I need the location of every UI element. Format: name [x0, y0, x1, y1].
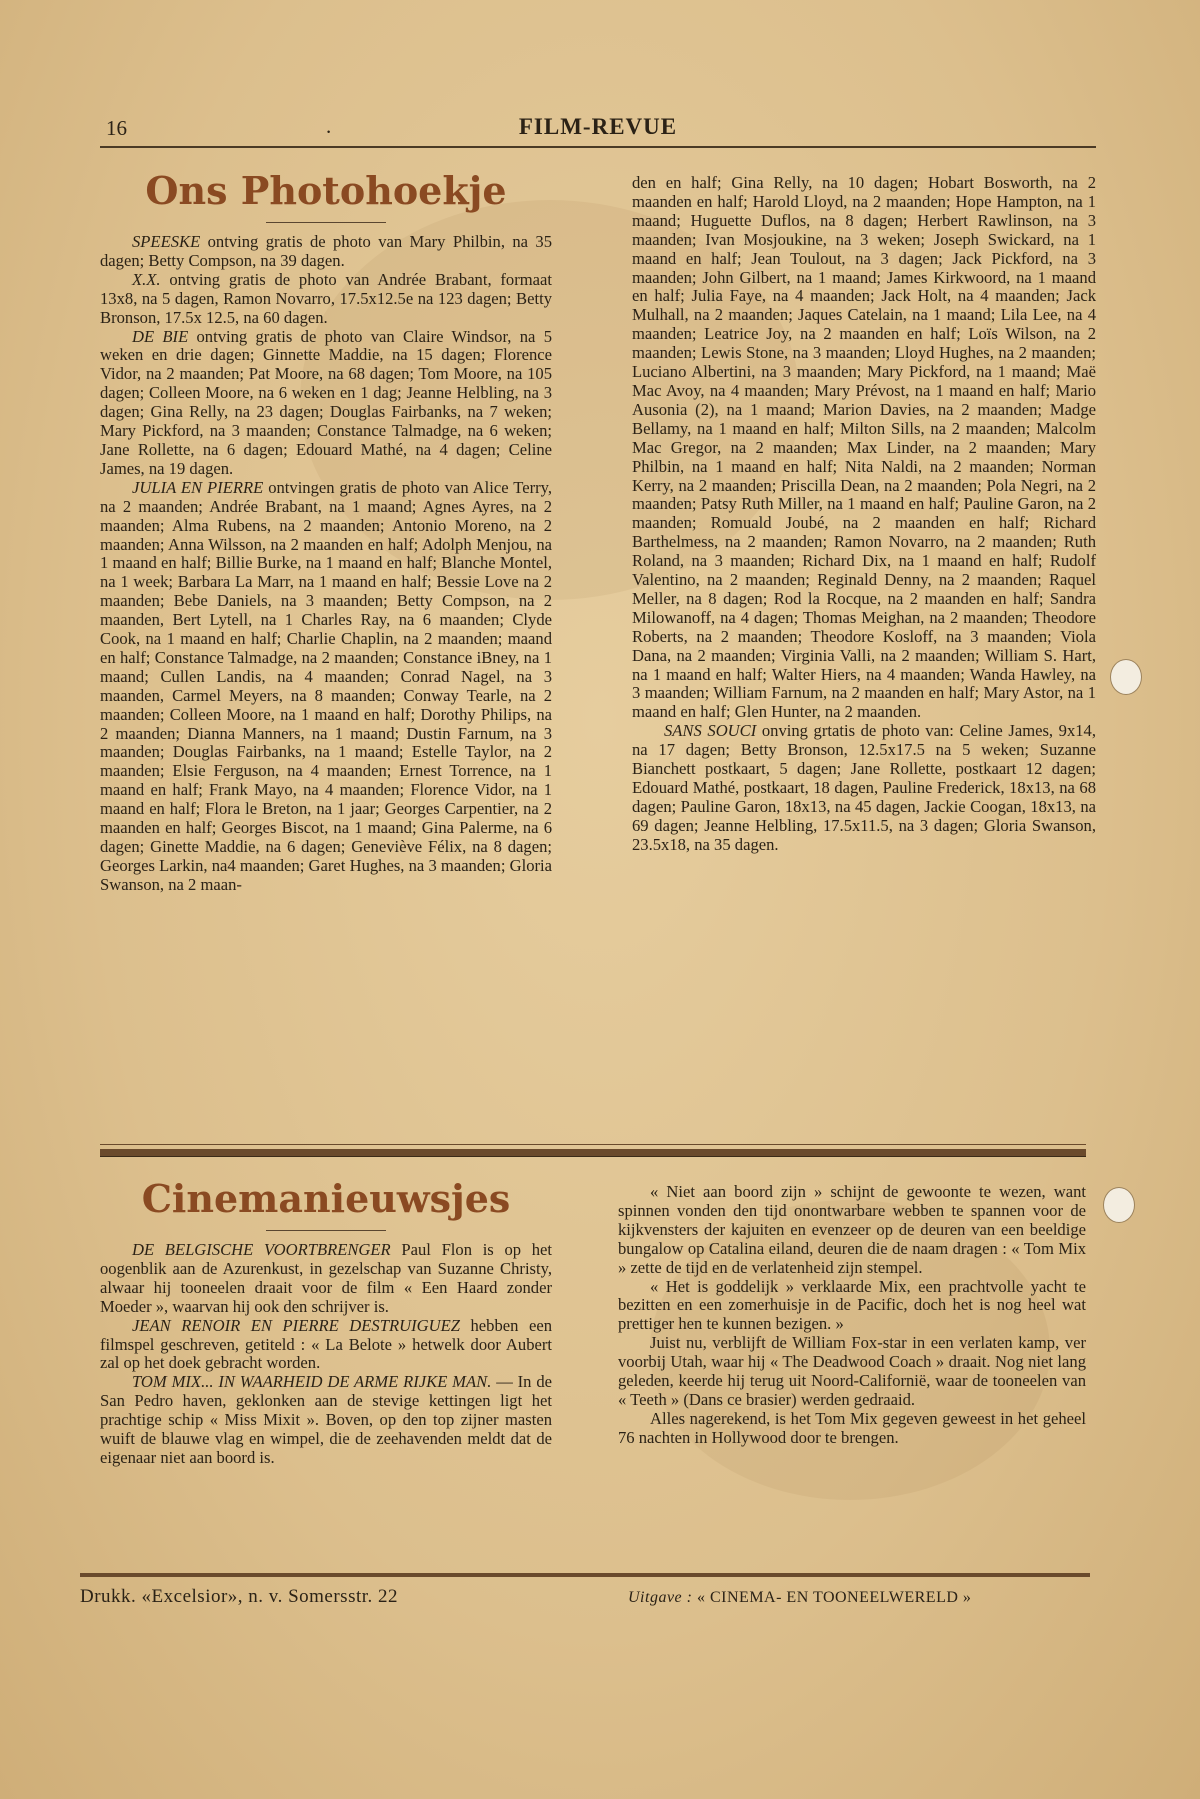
- footer-rule: [80, 1573, 1090, 1577]
- section-title-photohoekje: Ons Photohoekje: [145, 168, 507, 213]
- header-rule: [100, 146, 1096, 148]
- header-dot: .: [326, 114, 332, 138]
- article-paragraph: [618, 1334, 1086, 1410]
- section-title-cinemanieuwsjes: Cinemanieuwsjes: [141, 1176, 511, 1221]
- publisher-name: « CINEMA- EN TOONEELWERELD »: [696, 1589, 972, 1606]
- article-paragraph: [100, 479, 552, 895]
- paragraph-text: hebben een filmspel geschreven, getiteld : « La Belote » hetwelk door Aubert zal op het doek gebracht worden.: [100, 1315, 552, 1373]
- article-paragraph: [100, 1241, 552, 1317]
- paragraph-lead: JULIA EN PIERRE: [132, 477, 264, 497]
- article-paragraph: [100, 328, 552, 479]
- article-paragraph: [100, 271, 552, 328]
- paragraph-list: [100, 1241, 552, 1468]
- paragraph-text: den en half; Gina Relly, na 10 dagen; Hobart Bosworth, na 2 maanden en half; Harold Lloyd, na 2 maanden; Hope Hampton, na 1 maand; Huguette Duflos, na 8 dagen; Herbert Rawlinson, na 3 maanden; Ivan Mosjoukine, na 3 weken; Joseph Swickard, na 1 maand en half; Jean Toulout, na 3 dagen; Jack Pickford, na 3 maanden; John Gilbert, na 1 maand; James Kirkwoord, na 1 maand en half; Julia Faye, na 4 maanden; Jack Holt, na 4 maanden; Jack Mulhall, na 2 maanden; Jaques Catelain, na 1 maand; Lila Lee, na 4 maanden; Leatrice Joy, na 2 maanden en half; Loïs Wilson, na 2 maanden; Lewis Stone, na 3 maanden; Lloyd Hughes, na 2 maanden; Luciano Albertini, na 3 maanden; Mary Pickford, na 1 maand; Maë Mac Avoy, na 4 maanden; Mary Prévost, na 1 maand en half; Mario Ausonia (2), na 1 maand; Marion Davies, na 2 maanden; Madge Bellamy, na 1 maand en half; Milton Sills, na 2 maanden; Malcolm Mac Gregor, na 2 maanden; Max Linder, na 2 maanden; Mary Philbin, na 1 maand en half; Nita Naldi, na 2 maanden; Norman Kerry, na 2 maanden; Priscilla Dean, na 2 maanden; Pola Negri, na 2 maanden; Patsy Ruth Miller, na 1 maand en half; Pauline Garon, na 2 maanden; Romuald Joubé, na 2 maanden en half; Richard Barthelmess, na 2 maanden; Ramon Novarro, na 2 maanden; Ruth Roland, na 3 maanden; Richard Dix, na 1 maand en half; Rudolf Valentino, na 2 maanden; Reginald Denny, na 2 maanden; Raquel Meller, na 8 dagen; Rod la Rocque, na 2 maanden en half; Sandra Milowanoff, na 4 dagen; Thomas Meighan, na 2 maanden; Theodore Roberts, na 2 maanden; Theodore Kosloff, na 3 maanden; Viola Dana, na 2 maanden; Virginia Valli, na 2 maanden; William S. Hart, na 1 maand en half; Walter Hiers, na 4 maanden; Wanda Hawley, na 3 maanden; William Farnum, na 2 maanden en half; Mary Astor, na 1 maand en half; Glen Hunter, na 2 maanden.: [632, 173, 1096, 722]
- paragraph-list: [632, 174, 1096, 855]
- article-paragraph: [618, 1278, 1086, 1335]
- title-rule: [266, 222, 386, 223]
- paragraph-lead: X.X.: [132, 269, 161, 289]
- paragraph-lead: DE BELGISCHE VOORTBRENGER: [132, 1240, 391, 1259]
- paragraph-lead: DE BIE: [132, 326, 189, 346]
- article-paragraph: [632, 174, 1096, 722]
- article-paragraph: [618, 1183, 1086, 1278]
- section-divider: [100, 1149, 1086, 1157]
- title-rule: [266, 1230, 386, 1231]
- paragraph-list: [100, 233, 552, 895]
- paragraph-text: onving grtatis de photo van: Celine James, 9x14, na 17 dagen; Betty Bronson, 12.5x17.5 na 5 weken; Suzanne Bianchett postkaart, 5 dagen; Jane Rollette, postkaart 12 dagen; Edouard Mathé, postkaart, 18 dagen, Pauline Frederick, 18x13, na 68 dagen; Pauline Garon, 18x13, na 45 dagen, Jackie Coogan, 18x13, na 69 dagen; Jeanne Helbling, 17.5x11.5, na 3 dagen; Gloria Swanson, 23.5x18, na 35 dagen.: [632, 721, 1097, 854]
- article-paragraph: [100, 233, 552, 271]
- paragraph-text: — In de San Pedro haven, geklonken aan de stevige kettingen ligt het prachtige schip « Miss Mixit ». Boven, op den top zijner masten wuift de blauwe vlag en wimpel, die de zeehavenden meldt dat de eigenaar niet aan boord is.: [100, 1372, 552, 1467]
- paragraph-text: Juist nu, verblijft de William Fox-star in een verlaten kamp, ver voorbij Utah, waar hij « The Deadwood Coach » draait. Nog niet lang geleden, keerde hij terug uit Noord-Californië, waar de tooneelen van « Teeth » (Dans ce brasier) werden gedraaid.: [618, 1333, 1086, 1409]
- binding-hole-icon: [1110, 659, 1142, 695]
- photohoekje-right-column: [632, 174, 1096, 855]
- article-paragraph: [100, 1373, 552, 1468]
- publisher-imprint: [628, 1589, 971, 1607]
- printer-imprint: Drukk. «Excelsior», n. v. Somersstr. 22: [80, 1586, 399, 1607]
- article-paragraph: [618, 1410, 1086, 1448]
- paragraph-text: ontving gratis de photo van Andrée Brabant, formaat 13x8, na 5 dagen, Ramon Novarro, 17.5x12.5e na 123 dagen; Betty Bronson, 17.5x 12.5, na 60 dagen.: [100, 269, 552, 327]
- paragraph-text: ontving gratis de photo van Mary Philbin, na 35 dagen; Betty Compson, na 39 dagen.: [100, 232, 552, 270]
- cinemanieuwsjes-right-column: [618, 1183, 1086, 1448]
- photohoekje-left-column: [100, 168, 552, 895]
- paragraph-text: « Niet aan boord zijn » schijnt de gewoonte te wezen, want spinnen vonden den tijd onontwarbare webben te spannen voor de kijkvensters der kajuiten en evenzeer op de deuren van een beeldige bungalow op Catalina eiland, deuren die de naam dragen : « Tom Mix » zette de tijd en de verlatenheid zijn stempel.: [618, 1182, 1086, 1277]
- paragraph-lead: SPEESKE: [132, 232, 201, 251]
- paragraph-text: ontvingen gratis de photo van Alice Terry, na 2 maanden; Andrée Brabant, na 1 maand; Agnes Ayres, na 2 maanden; Alma Rubens, na 2 maanden; Antonio Moreno, na 2 maanden; Anna Wilsson, na 2 maanden en half; Adolph Menjou, na 1 maand en half; Billie Burke, na 1 maand en half; Blanche Montel, na 1 week; Barbara La Marr, na 1 maand en half; Bessie Love na 2 maanden; Bebe Daniels, na 3 maanden; Betty Compson, na 2 maanden, Bert Lytell, na 1 Charles Ray, na 6 maanden; Clyde Cook, na 1 maand en half; Charlie Chaplin, na 2 maanden; maand en half; Constance Talmadge, na 2 maanden; Constance iBney, na 1 maand; Cullen Landis, na 4 maanden; Conrad Nagel, na 3 maanden, Carmel Meyers, na 8 maanden; Conway Tearle, na 2 maanden; Colleen Moore, na 1 maand en half; Dorothy Philips, na 2 maanden; Dianna Manners, na 1 maand; Dustin Farnum, na 3 maanden; Douglas Fairbanks, na 1 maand; Estelle Taylor, na 2 maanden; Elsie Ferguson, na 4 maanden; Ernest Torrence, na 1 maand en half; Frank Mayo, na 4 maanden; Florence Vidor, na 1 maand en half; Flora le Breton, na 1 jaar; Georges Carpentier, na 2 maanden en half; Georges Biscot, na 1 maand; Gina Palerme, na 6 dagen; Ginette Maddie, na 6 dagen; Geneviève Félix, na 8 dagen; Georges Larkin, na4 maanden; Garet Hughes, na 3 maanden; Gloria Swanson, na 2 maan-: [100, 477, 552, 894]
- binding-hole-icon: [1103, 1187, 1135, 1223]
- cinemanieuwsjes-left-column: [100, 1176, 552, 1468]
- paragraph-lead: JEAN RENOIR EN PIERRE DESTRUIGUEZ: [132, 1315, 460, 1335]
- article-paragraph: [100, 1317, 552, 1374]
- paragraph-text: Alles nagerekend, is het Tom Mix gegeven geweest in het geheel 76 nachten in Hollywood door te brengen.: [618, 1408, 1086, 1447]
- paragraph-text: « Het is goddelijk » verklaarde Mix, een prachtvolle yacht te bezitten en een zomerhuisje in de Pacific, doch het is nog heel wat prettiger hen te kunnen bezigen. »: [618, 1276, 1086, 1334]
- paragraph-list: [618, 1183, 1086, 1448]
- running-title: FILM-REVUE: [518, 114, 678, 139]
- publisher-label: Uitgave :: [628, 1589, 693, 1606]
- paragraph-text: ontving gratis de photo van Claire Windsor, na 5 weken en drie dagen; Ginnette Maddie, na 15 dagen; Florence Vidor, na 2 maanden; Pat Moore, na 68 dagen; Tom Moore, na 105 dagen; Colleen Moore, na 6 weken en 1 dag; Jeanne Helbling, na 3 dagen; Gina Relly, na 23 dagen; Douglas Fairbanks, na 7 weken; Mary Pickford, na 3 maanden; Constance Talmadge, na 6 weken; Jane Rollette, na 6 dagen; Edouard Mathé, na 4 dagen; Celine James, na 19 dagen.: [100, 326, 552, 478]
- paragraph-lead: TOM MIX... IN WAARHEID DE ARME RIJKE MAN.: [132, 1372, 492, 1392]
- article-paragraph: [632, 722, 1096, 854]
- page-number: 16: [106, 116, 127, 140]
- paragraph-text: Paul Flon is op het oogenblik aan de Azurenkust, in gezelschap van Suzanne Christy, alwaar hij tooneelen draait voor de film « Een Haard zonder Moeder », waarvan hij ook den schrijver is.: [100, 1240, 552, 1316]
- paragraph-lead: SANS SOUCI: [664, 721, 757, 741]
